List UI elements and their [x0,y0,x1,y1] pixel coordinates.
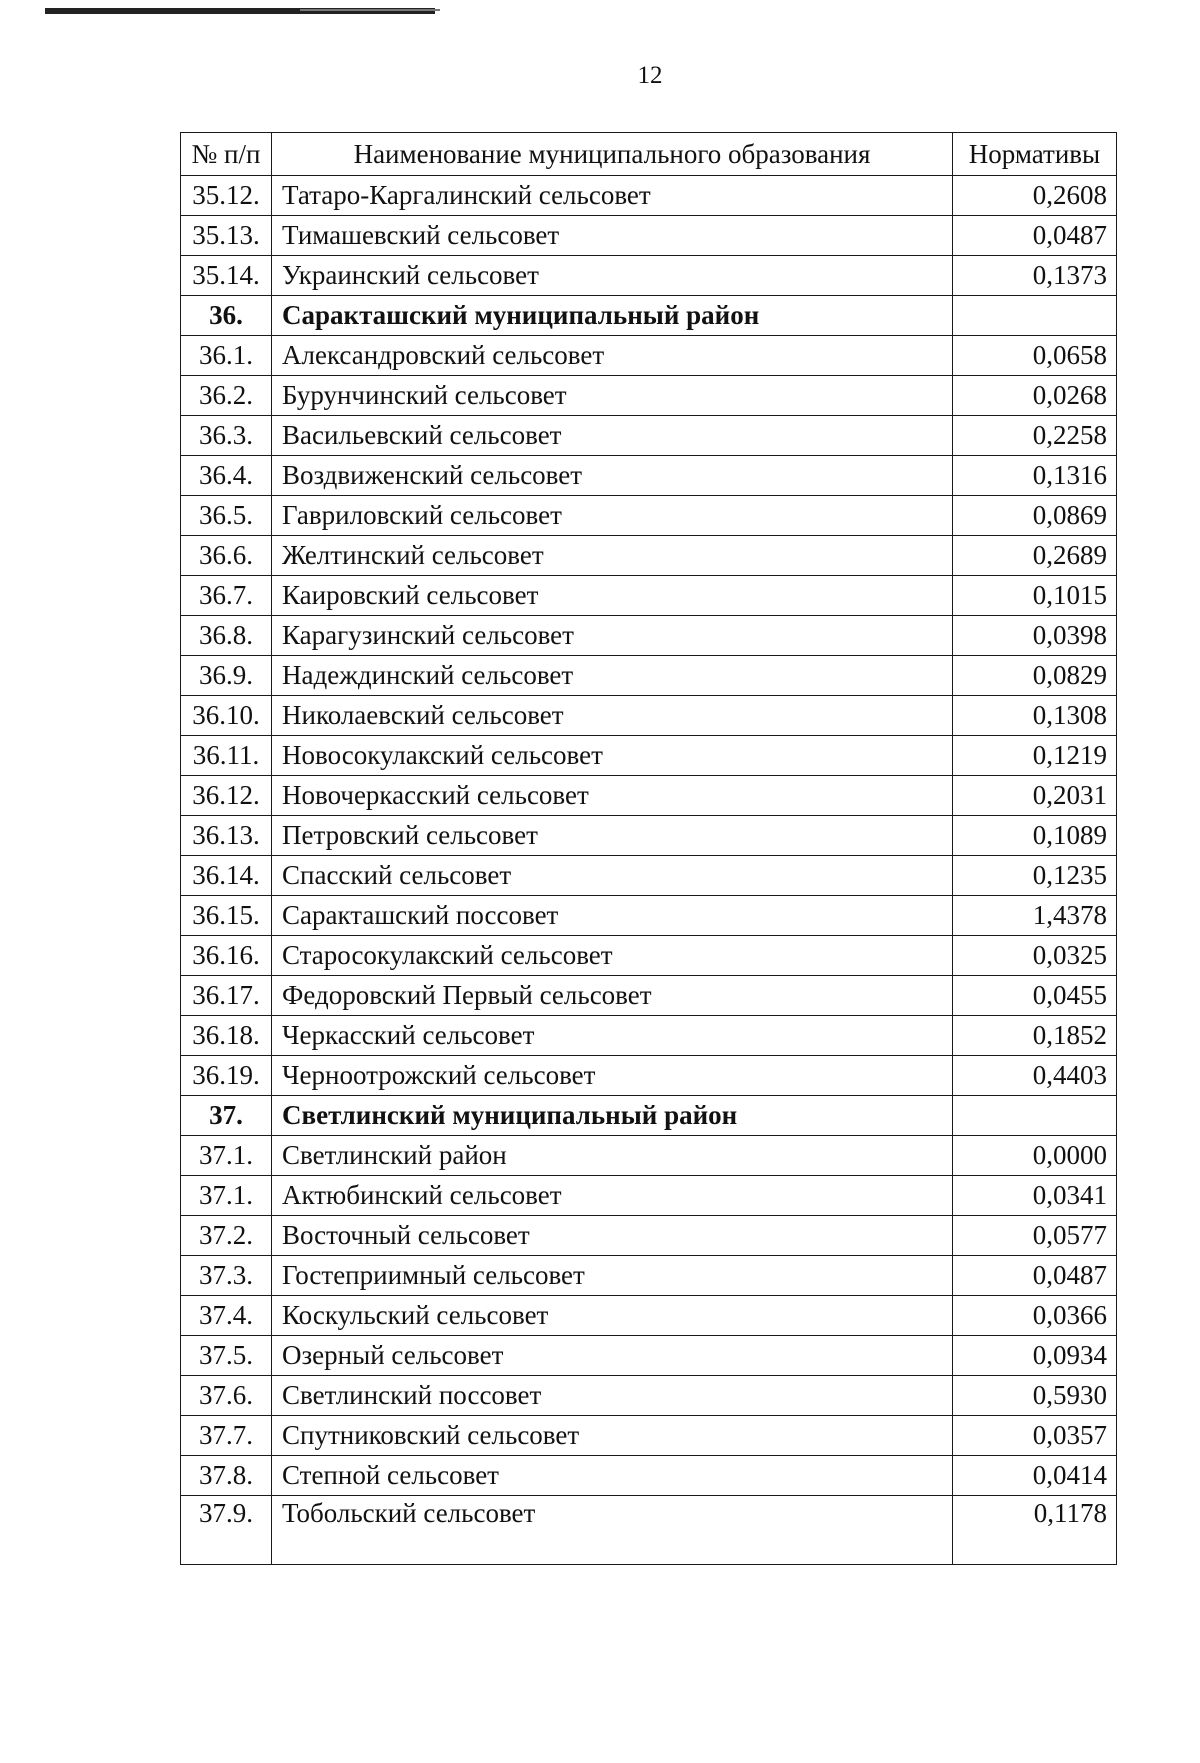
row-value: 0,1089 [953,816,1117,856]
row-name: Новосокулакский сельсовет [272,736,953,776]
row-name: Восточный сельсовет [272,1216,953,1256]
row-value [953,1096,1117,1136]
row-num: 36.6. [181,536,272,576]
row-name: Актюбинский сельсовет [272,1176,953,1216]
row-name: Новочеркасский сельсовет [272,776,953,816]
table-row [181,696,1117,736]
row-name: Надеждинский сельсовет [272,656,953,696]
table-row [181,1256,1117,1296]
table-row [181,456,1117,496]
row-name: Украинский сельсовет [272,256,953,296]
row-value: 0,1373 [953,256,1117,296]
row-num: 36.1. [181,336,272,376]
row-value: 0,0357 [953,1416,1117,1456]
row-value: 0,2031 [953,776,1117,816]
row-name: Гостеприимный сельсовет [272,1256,953,1296]
table-row [181,1016,1117,1056]
table-row [181,656,1117,696]
row-num: 36.16. [181,936,272,976]
row-num: 36.15. [181,896,272,936]
row-num: 36.12. [181,776,272,816]
table-header-row [181,133,1117,176]
row-value: 0,0934 [953,1336,1117,1376]
row-name: Федоровский Первый сельсовет [272,976,953,1016]
row-name: Карагузинский сельсовет [272,616,953,656]
top-rule-thin [300,9,440,11]
row-name: Тимашевский сельсовет [272,216,953,256]
row-value: 0,1316 [953,456,1117,496]
row-value: 0,1178 [953,1496,1117,1565]
row-name: Петровский сельсовет [272,816,953,856]
header-value: Нормативы [953,133,1117,176]
row-value: 0,2258 [953,416,1117,456]
row-value: 0,0455 [953,976,1117,1016]
table-row [181,1376,1117,1416]
district-row [181,1096,1117,1136]
header-num: № п/п [181,133,272,176]
row-value: 0,1852 [953,1016,1117,1056]
row-num: 35.13. [181,216,272,256]
row-name: Степной сельсовет [272,1456,953,1496]
row-name: Спасский сельсовет [272,856,953,896]
table-row [181,1416,1117,1456]
row-name: Саракташский поссовет [272,896,953,936]
row-name: Татаро-Каргалинский сельсовет [272,176,953,216]
row-name: Саракташский муниципальный район [272,296,953,336]
table-row [181,936,1117,976]
table-row [181,216,1117,256]
row-num: 37.8. [181,1456,272,1496]
row-num: 37.3. [181,1256,272,1296]
table-row [181,1296,1117,1336]
row-value: 0,1308 [953,696,1117,736]
row-value: 0,0366 [953,1296,1117,1336]
row-num: 36.9. [181,656,272,696]
row-num: 35.14. [181,256,272,296]
table-row [181,1056,1117,1096]
row-num: 36.8. [181,616,272,656]
table-row [181,976,1117,1016]
row-name: Коскульский сельсовет [272,1296,953,1336]
page-number: 12 [637,62,663,89]
row-num: 35.12. [181,176,272,216]
row-name: Александровский сельсовет [272,336,953,376]
row-value: 0,0487 [953,216,1117,256]
row-value: 0,0414 [953,1456,1117,1496]
row-num: 37.6. [181,1376,272,1416]
row-value: 0,0268 [953,376,1117,416]
row-num: 37.5. [181,1336,272,1376]
row-value: 0,1015 [953,576,1117,616]
table-row [181,856,1117,896]
row-name: Гавриловский сельсовет [272,496,953,536]
table-row [181,416,1117,456]
row-num: 36.10. [181,696,272,736]
row-name: Желтинский сельсовет [272,536,953,576]
row-value: 0,0829 [953,656,1117,696]
table-row [181,176,1117,216]
row-num: 37.4. [181,1296,272,1336]
row-value: 0,5930 [953,1376,1117,1416]
row-num: 37.7. [181,1416,272,1456]
row-num: 36.18. [181,1016,272,1056]
row-value: 0,2689 [953,536,1117,576]
row-value: 0,1235 [953,856,1117,896]
row-value: 0,0658 [953,336,1117,376]
table-row [181,616,1117,656]
row-name: Тобольский сельсовет [272,1496,953,1565]
row-value: 0,2608 [953,176,1117,216]
table-row [181,496,1117,536]
table-body [181,176,1117,1565]
row-name: Светлинский район [272,1136,953,1176]
row-value: 1,4378 [953,896,1117,936]
row-num: 36.13. [181,816,272,856]
table-row [181,776,1117,816]
row-value: 0,0325 [953,936,1117,976]
row-num: 37.9. [181,1496,272,1565]
table-row [181,1176,1117,1216]
row-num: 36.19. [181,1056,272,1096]
table-row [181,736,1117,776]
row-name: Васильевский сельсовет [272,416,953,456]
table-row [181,256,1117,296]
row-value: 0,0341 [953,1176,1117,1216]
row-value [953,296,1117,336]
district-row [181,296,1117,336]
table-row [181,1136,1117,1176]
table-row [181,1336,1117,1376]
row-name: Николаевский сельсовет [272,696,953,736]
table-row [181,376,1117,416]
table-row [181,1496,1117,1565]
table-row [181,816,1117,856]
row-name: Черноотрожский сельсовет [272,1056,953,1096]
table-row [181,1216,1117,1256]
table-row [181,576,1117,616]
row-name: Каировский сельсовет [272,576,953,616]
row-num: 36.7. [181,576,272,616]
row-name: Воздвиженский сельсовет [272,456,953,496]
row-name: Озерный сельсовет [272,1336,953,1376]
row-num: 36.17. [181,976,272,1016]
header-name: Наименование муниципального образования [272,133,953,176]
row-value: 0,0000 [953,1136,1117,1176]
row-value: 0,0869 [953,496,1117,536]
row-num: 37.1. [181,1136,272,1176]
row-value: 0,4403 [953,1056,1117,1096]
row-name: Светлинский поссовет [272,1376,953,1416]
row-num: 36. [181,296,272,336]
row-name: Бурунчинский сельсовет [272,376,953,416]
row-name: Старосокулакский сельсовет [272,936,953,976]
table-row [181,336,1117,376]
normatives-table [180,132,1117,1565]
row-num: 36.4. [181,456,272,496]
row-num: 36.3. [181,416,272,456]
table-row [181,896,1117,936]
row-value: 0,0487 [953,1256,1117,1296]
row-num: 37.1. [181,1176,272,1216]
row-value: 0,0577 [953,1216,1117,1256]
row-value: 0,1219 [953,736,1117,776]
row-num: 36.11. [181,736,272,776]
row-num: 36.2. [181,376,272,416]
row-num: 37.2. [181,1216,272,1256]
table-row [181,1456,1117,1496]
row-name: Спутниковский сельсовет [272,1416,953,1456]
table-row [181,536,1117,576]
row-name: Черкасский сельсовет [272,1016,953,1056]
row-name: Светлинский муниципальный район [272,1096,953,1136]
row-num: 36.14. [181,856,272,896]
row-num: 37. [181,1096,272,1136]
row-value: 0,0398 [953,616,1117,656]
row-num: 36.5. [181,496,272,536]
